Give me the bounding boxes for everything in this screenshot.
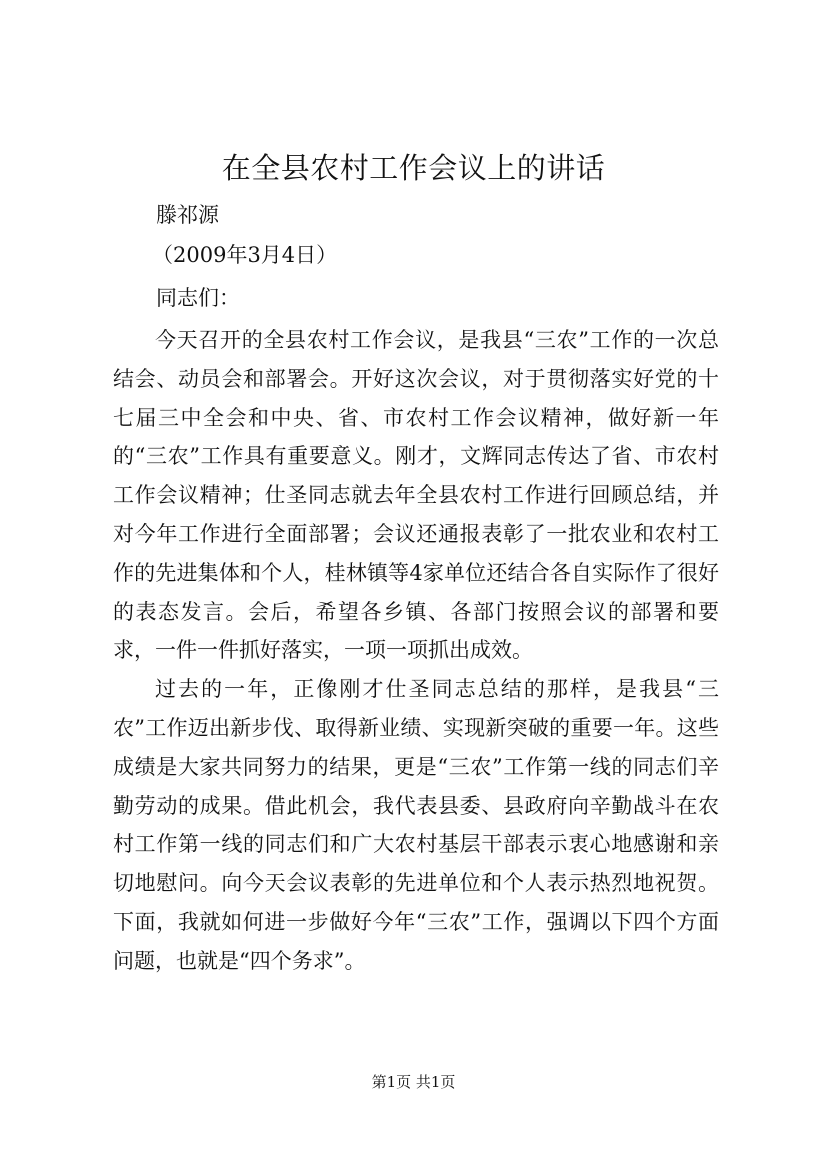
document-title: 在全县农村工作会议上的讲话 [221,151,606,185]
paragraph-2: 过去的一年，正像刚才仕圣同志总结的那样，是我县“三农”工作迈出新步伐、取得新业绩、实现新突破的重要一年。这些成绩是大家共同努力的结果，更是“三农”工作第一线的同志们辛勤劳动的成果。借此机会，我代表县委、县政府向辛勤战斗在农村工作第一线的同志们和广大农村基层干部表示衷心地感谢和亲切地慰问。向今天会议表彰的先进单位和个人表示热烈地祝贺。下面，我就如何进一步做好今年“三农”工作，强调以下四个方面问题，也就是“四个务求”。 [113,677,719,973]
greeting: 同志们： [156,286,240,310]
page-number-footer: 第1页 共1页 [371,1073,456,1091]
paragraph-1: 今天召开的全县农村工作会议，是我县“三农”工作的一次总结会、动员会和部署会。开好这次会议，对于贯彻落实好党的十七届三中全会和中央、省、市农村工作会议精神，做好新一年的“三农”工作具有重要意义。刚才，文辉同志传达了省、市农村工作会议精神；仕圣同志就去年全县农村工作进行回顾总结，并对今年工作进行全面部署；会议还通报表彰了一批农业和农村工作的先进集体和个人，桂林镇等4家单位还结合各自实际作了很好的表态发言。会后，希望各乡镇、各部门按照会议的部署和要求，一件一件抓好落实，一项一项抓出成效。 [113,328,719,663]
document-body [113,321,719,981]
speech-date: （2009年3月4日） [152,243,338,267]
author-name: 滕祁源 [156,203,219,227]
